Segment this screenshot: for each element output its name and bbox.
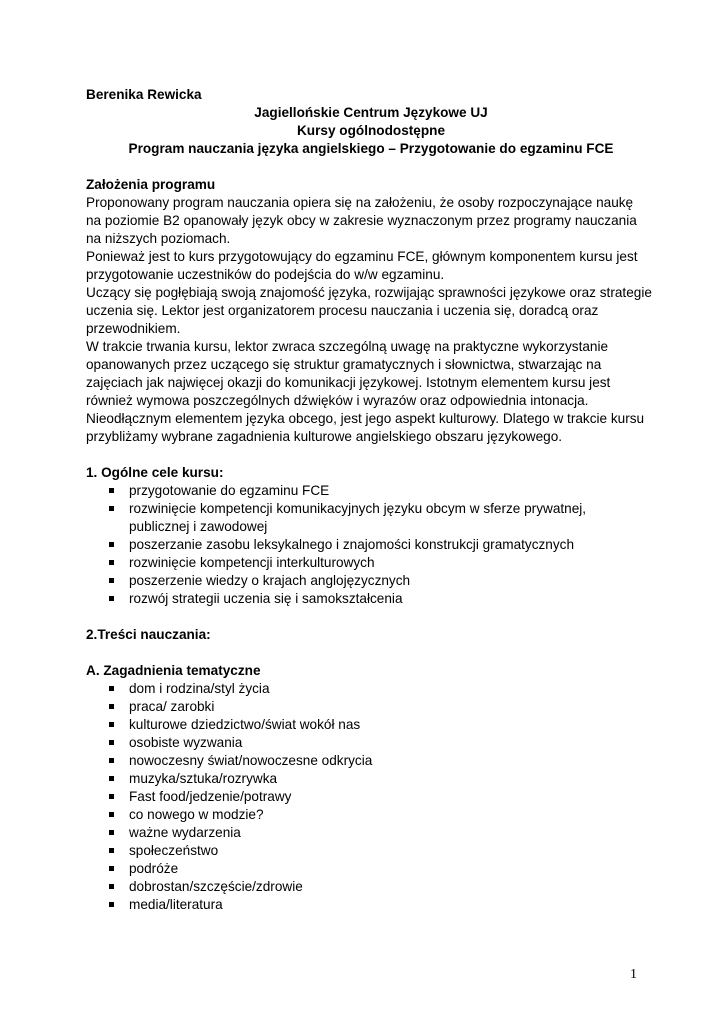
list-item: podróże xyxy=(86,860,656,878)
assumptions-line: przygotowanie uczestników do podejścia do w/w egzaminu. xyxy=(86,267,445,282)
program-title: Program nauczania języka angielskiego – Przygotowanie do egzaminu FCE xyxy=(128,141,614,156)
list-item: społeczeństwo xyxy=(86,842,656,860)
list-item: ważne wydarzenia xyxy=(86,824,656,842)
assumptions-heading: Założenia programu xyxy=(86,177,216,192)
document-page xyxy=(86,86,656,914)
list-item-line: rozwinięcie kompetencji komunikacyjnych języku obcym w sferze prywatnej, xyxy=(129,501,587,516)
courses-title: Kursy ogólnodostępne xyxy=(296,123,446,138)
assumptions-line: Ponieważ jest to kurs przygotowujący do egzaminu FCE, głównym komponentem kursu jest xyxy=(86,249,638,264)
assumptions-line: Uczący się pogłębiają swoją znajomość języka, rozwijając sprawności językowe oraz strategie xyxy=(86,285,652,300)
list-item: poszerzenie wiedzy o krajach anglojęzycznych xyxy=(86,572,656,590)
list-item-line: publicznej i zawodowej xyxy=(129,519,268,534)
goals-list xyxy=(86,482,656,608)
list-item xyxy=(86,500,656,536)
assumptions-body xyxy=(86,194,656,446)
assumptions-line: na poziomie B2 opanowały język obcy w zakresie wyznaczonym przez programy nauczania xyxy=(86,213,637,228)
assumptions-line: zajęciach jak najwięcej okazji do komunikacji językowej. Istotnym elementem kursu jest xyxy=(86,375,611,390)
list-item: nowoczesny świat/nowoczesne odkrycia xyxy=(86,752,656,770)
author-name: Berenika Rewicka xyxy=(86,87,202,102)
assumptions-line: przybliżamy wybrane zagadnienia kulturowe angielskiego obszaru językowego. xyxy=(86,429,563,444)
assumptions-line: na niższych poziomach. xyxy=(86,231,231,246)
content-heading: 2.Treści nauczania: xyxy=(86,627,211,642)
institution-title: Jagiellońskie Centrum Językowe UJ xyxy=(254,105,488,120)
list-item: muzyka/sztuka/rozrywka xyxy=(86,770,656,788)
list-item: osobiste wyzwania xyxy=(86,734,656,752)
page-number: 1 xyxy=(630,967,637,982)
list-item: Fast food/jedzenie/potrawy xyxy=(86,788,656,806)
assumptions-line: opanowanych przez uczącego się struktur gramatycznych i słownictwa, stwarzając na xyxy=(86,357,602,372)
assumptions-line: Nieodłącznym elementem języka obcego, jest jego aspekt kulturowy. Dlatego w trakcie kursu xyxy=(86,411,645,426)
list-item: dom i rodzina/styl życia xyxy=(86,680,656,698)
assumptions-line: również wymowa poszczególnych dźwięków i wyrazów oraz odpowiednia intonacja. xyxy=(86,393,589,408)
list-item: media/literatura xyxy=(86,896,656,914)
topics-heading: A. Zagadnienia tematyczne xyxy=(86,663,261,678)
list-item: praca/ zarobki xyxy=(86,698,656,716)
goals-heading: 1. Ogólne cele kursu: xyxy=(86,465,224,480)
assumptions-line: W trakcie trwania kursu, lektor zwraca szczególną uwagę na praktyczne wykorzystanie xyxy=(86,339,609,354)
topics-list xyxy=(86,680,656,914)
assumptions-line: Proponowany program nauczania opiera się na założeniu, że osoby rozpoczynające naukę xyxy=(86,195,634,210)
list-item: rozwinięcie kompetencji interkulturowych xyxy=(86,554,656,572)
list-item: przygotowanie do egzaminu FCE xyxy=(86,482,656,500)
list-item: kulturowe dziedzictwo/świat wokół nas xyxy=(86,716,656,734)
list-item: dobrostan/szczęście/zdrowie xyxy=(86,878,656,896)
list-item: rozwój strategii uczenia się i samokształcenia xyxy=(86,590,656,608)
list-item: poszerzanie zasobu leksykalnego i znajomości konstrukcji gramatycznych xyxy=(86,536,656,554)
assumptions-line: przewodnikiem. xyxy=(86,321,181,336)
assumptions-line: uczenia się. Lektor jest organizatorem procesu nauczania i uczenia się, doradcą oraz xyxy=(86,303,599,318)
list-item: co nowego w modzie? xyxy=(86,806,656,824)
